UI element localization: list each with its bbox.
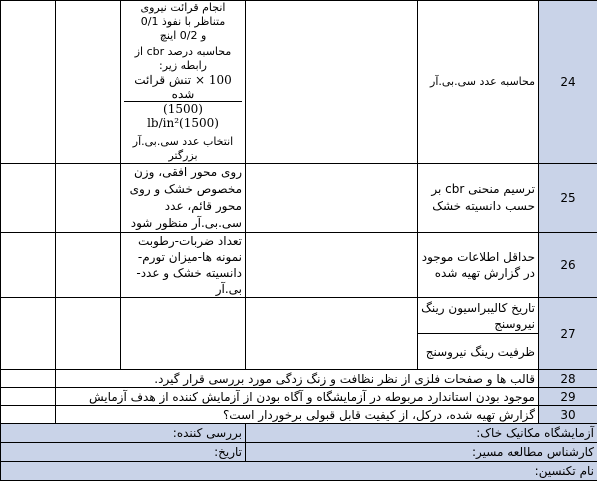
row-29-number: 29 <box>539 388 597 406</box>
row-24-desc-line3: محاسبه درصد cbr از رابطه زیر: <box>124 45 242 73</box>
row-25-number: 25 <box>539 164 597 233</box>
row-24-number: 24 <box>539 1 597 164</box>
row-28-number: 28 <box>539 370 597 388</box>
row-27-title-b: ظرفیت رینگ نیروسنج <box>418 334 539 370</box>
cell-empty <box>246 298 418 370</box>
cell-empty <box>246 1 418 164</box>
cell-empty <box>56 298 121 370</box>
cell-empty <box>1 298 56 370</box>
row-27-number: 27 <box>539 298 597 370</box>
row-24-desc-line2: و 0/2 اینچ <box>124 29 242 43</box>
cell-empty <box>246 233 418 298</box>
row-26 <box>1 233 597 298</box>
cell-empty <box>1 164 56 233</box>
cell-empty <box>56 164 121 233</box>
row-27a <box>1 298 597 334</box>
formula-numerator: 100 × تنش قرائت شده <box>124 73 242 102</box>
row-29-text: موجود بودن استاندارد مربوطه در آزمایشگاه و آگاه بودن از آزمایش کننده از هدف آزمایش <box>56 388 539 406</box>
row-28-text: قالب ها و صفحات فلزی از نظر نظافت و زنگ زدگی مورد بررسی قرار گیرد. <box>56 370 539 388</box>
cell-empty <box>1 1 56 164</box>
row-30-text: گزارش تهیه شده، درکل، از کیفیت قابل قبولی برخوردار است؟ <box>56 406 539 424</box>
lab-label: آزمایشگاه مکانیک خاک: <box>246 424 597 443</box>
row-29 <box>1 388 597 406</box>
row-25-title: ترسیم منحنی cbr بر حسب دانسیته خشک <box>418 164 539 233</box>
row-28 <box>1 370 597 388</box>
row-24-title: محاسبه عدد سی.بی.آر <box>418 1 539 164</box>
footer-row-1 <box>1 424 597 443</box>
row-24-desc-line4: انتخاب عدد سی.بی.آر بزرگتر <box>124 135 242 163</box>
row-24 <box>1 1 597 164</box>
row-25 <box>1 164 597 233</box>
date-label: تاریخ: <box>1 443 246 462</box>
cbr-formula <box>124 73 242 130</box>
cell-empty <box>56 1 121 164</box>
cell-empty <box>1 370 56 388</box>
row-26-description: تعداد ضربات-رطوبت نمونه ها-میزان تورم-دانسیته خشک و عدد-بی.آر <box>121 233 246 298</box>
cell-empty <box>1 388 56 406</box>
row-30 <box>1 406 597 424</box>
row-25-description: روی محور افقی، وزن مخصوص خشک و روی محور قائم، عدد سی.بی.آر منظور شود <box>121 164 246 233</box>
cell-empty <box>246 164 418 233</box>
row-27-title-a: تاریخ کالیبراسیون رینگ نیروسنج <box>418 298 539 334</box>
path-expert-label: کارشناس مطالعه مسیر: <box>246 443 597 462</box>
cell-empty <box>121 298 246 370</box>
footer-row-2 <box>1 443 597 462</box>
row-26-title: حداقل اطلاعات موجود در گزارش تهیه شده <box>418 233 539 298</box>
reviewer-label: بررسی کننده: <box>1 424 246 443</box>
row-30-number: 30 <box>539 406 597 424</box>
row-24-desc-line1: انجام قرائت نیروی متناظر با نفوذ 0/1 <box>124 1 242 29</box>
row-26-number: 26 <box>539 233 597 298</box>
technician-label: نام تکنسین: <box>1 462 597 481</box>
footer-row-3 <box>1 462 597 481</box>
row-24-description <box>121 1 246 164</box>
formula-denominator: (1500)(1500)lb/in² <box>124 102 242 130</box>
cell-empty <box>1 233 56 298</box>
cell-empty <box>56 233 121 298</box>
cell-empty <box>1 406 56 424</box>
